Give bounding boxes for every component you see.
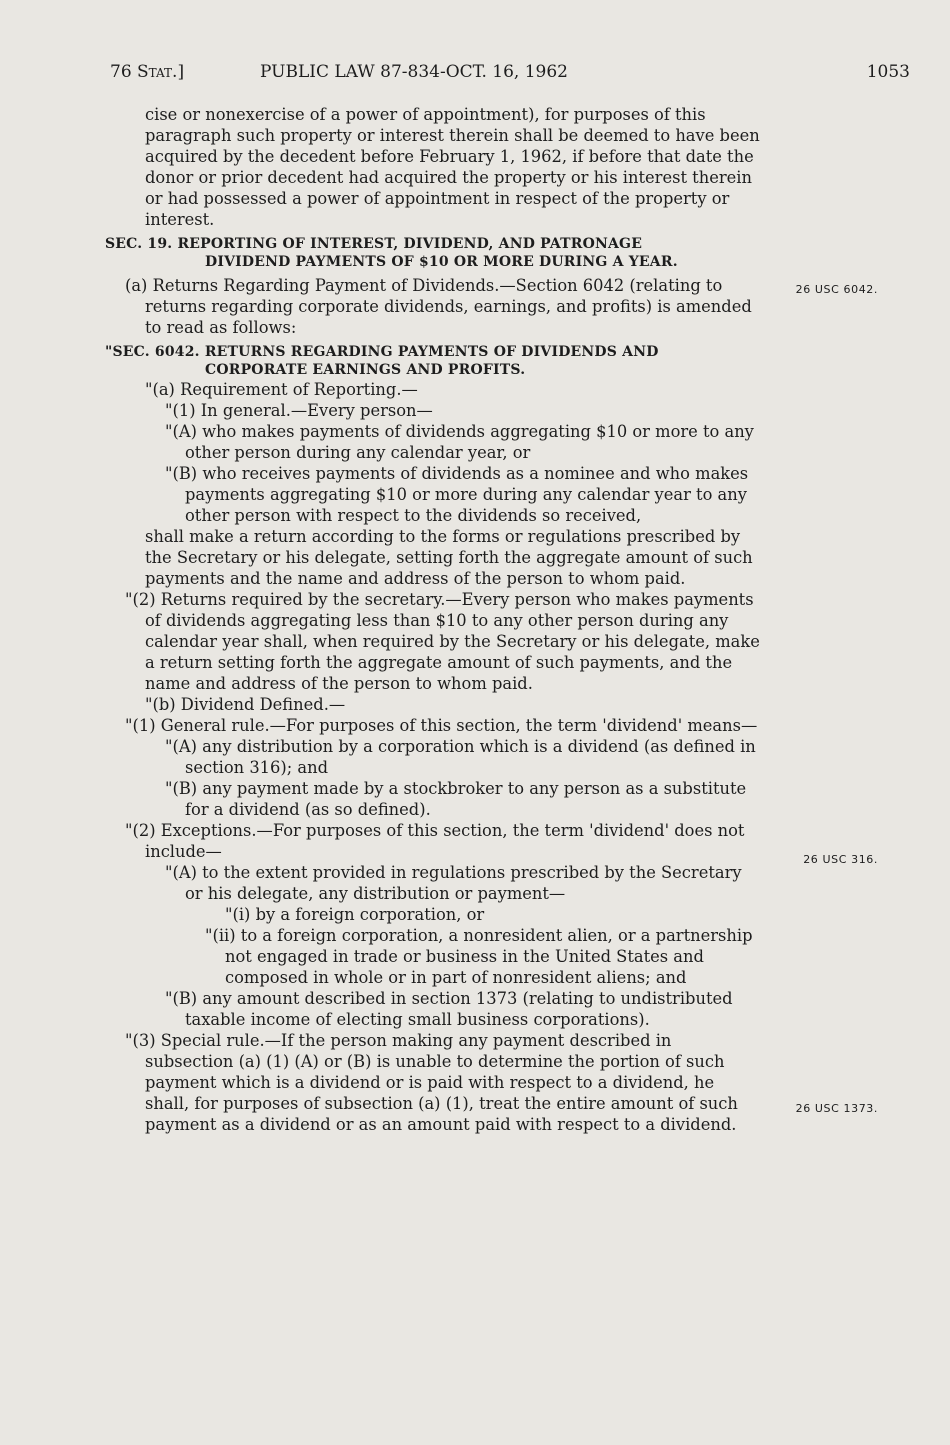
paragraph: "(i) by a foreign corporation, or	[225, 905, 485, 924]
margin-citation: 26 USC 6042.	[795, 283, 878, 296]
section-heading: DIVIDEND PAYMENTS OF $10 OR MORE DURING A YEAR.	[205, 254, 678, 270]
paragraph: "(1) In general.—Every person—	[165, 401, 433, 420]
margin-citation: 26 USC 316.	[803, 853, 878, 866]
body-text	[105, 104, 760, 1135]
margin-citation: 26 USC 1373.	[795, 1102, 878, 1115]
page-number: 1053	[866, 62, 910, 82]
volume-reference: 76 Stat.]	[110, 62, 185, 82]
paragraph: shall make a return according to the forms or regulations prescribed by the Secretary or his delegate, setting forth the aggregate amount of such payments and the name and address of the person to whom paid.	[145, 527, 753, 588]
paragraph: "(A) any distribution by a corporation which is a dividend (as defined in section 316); and	[165, 737, 756, 777]
paragraph: "(2) Returns required by the secretary.—Every person who makes payments of dividends aggregating less than $10 to any other person during any calendar year shall, when required by the Secretary or his delegate, make a return setting forth the aggregate amount of such payments, and the name and address of the person to whom paid.	[125, 590, 760, 693]
paragraph: "(A) to the extent provided in regulations prescribed by the Secretary or his delegate, any distribution or payment—	[165, 863, 742, 903]
subsection-heading: "(a) Requirement of Reporting.—	[145, 380, 418, 399]
paragraph: cise or nonexercise of a power of appointment), for purposes of this paragraph such property or interest therein shall be deemed to have been acquired by the decedent before February 1, 1962, if before that date the donor or prior decedent had acquired the property or his interest therein or had possessed a power of appointment in respect of the property or interest.	[145, 105, 760, 229]
paragraph: "(2) Exceptions.—For purposes of this section, the term 'dividend' does not include—	[125, 821, 745, 861]
section-heading: SEC. 19. REPORTING OF INTEREST, DIVIDEND, AND PATRONAGE	[105, 236, 643, 252]
page-title: PUBLIC LAW 87-834-OCT. 16, 1962	[260, 62, 568, 82]
page-header	[110, 62, 910, 86]
paragraph: "(B) who receives payments of dividends as a nominee and who makes payments aggregating $10 or more during any calendar year to any other person with respect to the dividends so received,	[165, 464, 749, 525]
paragraph: "(B) any amount described in section 1373 (relating to undistributed taxable income of electing small business corporations).	[165, 989, 733, 1029]
section-heading: CORPORATE EARNINGS AND PROFITS.	[205, 362, 526, 378]
paragraph: "(ii) to a foreign corporation, a nonresident alien, or a partnership not engaged in trade or business in the United States and composed in whole or in part of nonresident aliens; and	[205, 926, 753, 987]
paragraph: (a) Returns Regarding Payment of Dividends.—Section 6042 (relating to returns regarding corporate dividends, earnings, and profits) is amended to read as follows:	[125, 276, 752, 337]
paragraph: "(A) who makes payments of dividends aggregating $10 or more to any other person during any calendar year, or	[165, 422, 754, 462]
subsection-heading: "(b) Dividend Defined.—	[145, 695, 346, 714]
paragraph: "(3) Special rule.—If the person making any payment described in subsection (a) (1) (A) or (B) is unable to determine the portion of such payment which is a dividend or is paid with respect to a dividend, he shall, for purposes of subsection (a) (1), treat the entire amount of such payment as a dividend or as an amount paid with respect to a dividend.	[125, 1031, 738, 1134]
paragraph: "(B) any payment made by a stockbroker to any person as a substitute for a dividend (as so defined).	[165, 779, 747, 819]
paragraph: "(1) General rule.—For purposes of this section, the term 'dividend' means—	[125, 716, 758, 735]
section-heading: "SEC. 6042. RETURNS REGARDING PAYMENTS OF DIVIDENDS AND	[105, 344, 659, 360]
